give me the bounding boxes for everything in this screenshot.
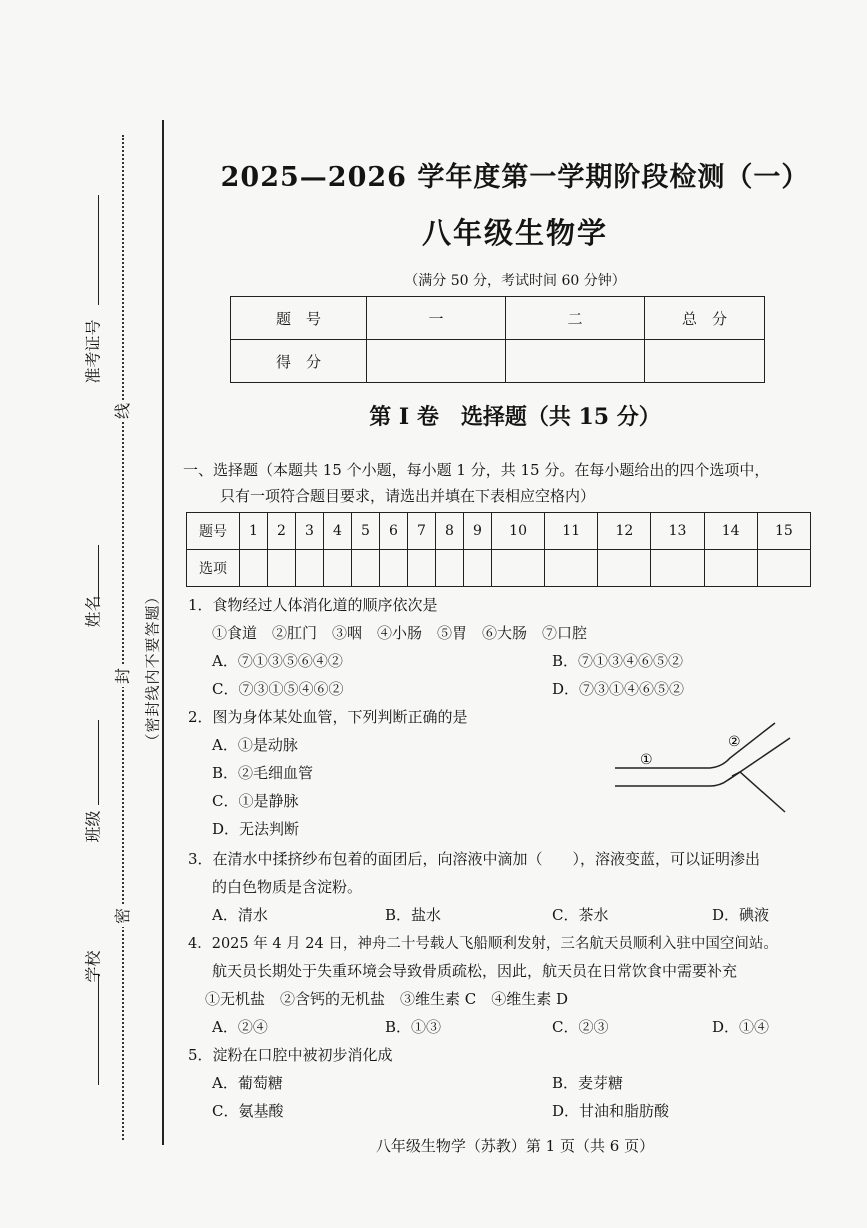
score-header-cell: 题 号	[231, 297, 367, 340]
part-title: 第 I 卷 选择题（共 15 分）	[369, 404, 661, 430]
answer-option-cell[interactable]	[240, 550, 268, 587]
question-2-option-d: D．无法判断	[212, 820, 300, 838]
answer-option-cell[interactable]	[651, 550, 704, 587]
question-3-stem-cont: 的白色物质是含淀粉。	[212, 878, 363, 896]
answer-option-cell[interactable]	[324, 550, 352, 587]
question-3-stem: 3．在清水中揉挤纱布包着的面团后，向溶液中滴加（ ），溶液变蓝，可以证明渗出	[188, 850, 761, 868]
figure-label-1: ①	[640, 752, 653, 768]
question-4-option-b: B．①③	[385, 1018, 442, 1036]
answer-number-cell: 15	[757, 513, 810, 550]
question-4-option-c: C．②③	[552, 1018, 609, 1036]
score-table	[230, 296, 765, 383]
question-4-option-d: D．①④	[712, 1018, 770, 1036]
question-5-stem: 5．淀粉在口腔中被初步消化成	[188, 1046, 393, 1064]
answer-option-cell[interactable]	[757, 550, 810, 587]
seal-note: （密封线内不要答题）	[143, 588, 162, 749]
score-header-cell: 二	[506, 297, 645, 340]
question-3-option-a: A．清水	[212, 906, 268, 924]
score-cell[interactable]	[506, 340, 645, 383]
question-3-option-b: B．盐水	[385, 906, 442, 924]
question-5-option-c: C．氨基酸	[212, 1102, 284, 1120]
name-label: 姓名	[83, 595, 103, 628]
score-header-row	[231, 297, 765, 340]
answer-number-cell: 9	[464, 513, 492, 550]
score-header-cell: 总 分	[645, 297, 765, 340]
score-header-cell: 一	[367, 297, 506, 340]
answer-number-cell: 1	[240, 513, 268, 550]
answer-number-cell: 2	[268, 513, 296, 550]
figure-label-2: ②	[728, 734, 741, 750]
instruction-line: 一、选择题（本题共 15 个小题，每小题 1 分，共 15 分。在每小题给出的四个选项中，	[183, 461, 770, 479]
score-row	[231, 340, 765, 383]
question-1-option-c: C．⑦③①⑤④⑥②	[212, 680, 344, 698]
vessel-upper-wall	[615, 723, 775, 768]
answer-number-cell: 8	[436, 513, 464, 550]
answer-number-cell: 11	[545, 513, 598, 550]
answer-number-cell: 13	[651, 513, 704, 550]
score-cell[interactable]	[645, 340, 765, 383]
answer-option-cell[interactable]	[408, 550, 436, 587]
answer-option-cell[interactable]	[296, 550, 324, 587]
answer-option-cell[interactable]	[352, 550, 380, 587]
answer-number-cell: 10	[492, 513, 545, 550]
question-5-option-b: B．麦芽糖	[552, 1074, 624, 1092]
answer-row-label: 题号	[187, 513, 240, 550]
seal-char-seal: 封	[112, 665, 134, 687]
answer-number-cell: 12	[598, 513, 651, 550]
question-4-option-a: A．②④	[212, 1018, 268, 1036]
student-id-label: 准考证号	[83, 319, 103, 384]
question-5-option-a: A．葡萄糖	[212, 1074, 283, 1092]
question-1-stem: 1．食物经过人体消化道的顺序依次是	[188, 596, 438, 614]
seal-char-dense: 密	[112, 905, 134, 927]
answer-option-cell[interactable]	[704, 550, 757, 587]
student-id-blank	[98, 195, 99, 305]
answer-option-cell[interactable]	[436, 550, 464, 587]
answer-option-cell[interactable]	[268, 550, 296, 587]
exam-subject: 八年级生物学	[421, 216, 608, 250]
answer-number-cell: 6	[380, 513, 408, 550]
answer-option-cell[interactable]	[545, 550, 598, 587]
score-cell[interactable]	[367, 340, 506, 383]
question-4-stem-cont: 航天员长期处于失重环境会导致骨质疏松，因此，航天员在日常饮食中需要补充	[212, 962, 738, 980]
question-5-option-d: D．甘油和脂肪酸	[552, 1102, 670, 1120]
answer-option-cell[interactable]	[598, 550, 651, 587]
seal-dotted-line	[122, 135, 124, 1140]
question-2-stem: 2．图为身体某处血管，下列判断正确的是	[188, 708, 468, 726]
question-3-option-d: D．碘液	[712, 906, 770, 924]
answer-option-row	[187, 550, 811, 587]
exam-note: （满分 50 分，考试时间 60 分钟）	[404, 273, 626, 289]
answer-row-label: 选项	[187, 550, 240, 587]
seal-char-line: 线	[112, 400, 134, 422]
question-1-option-a: A．⑦①③⑤⑥④②	[212, 652, 343, 670]
instruction-line: 只有一项符合题目要求，请选出并填在下表相应空格内）	[220, 487, 596, 505]
school-label: 学校	[83, 950, 103, 983]
question-1-option-d: D．⑦③①④⑥⑤②	[552, 680, 685, 698]
answer-number-cell: 5	[352, 513, 380, 550]
answer-number-cell: 14	[704, 513, 757, 550]
answer-option-cell[interactable]	[380, 550, 408, 587]
blood-vessel-figure	[610, 718, 795, 813]
answer-option-cell[interactable]	[492, 550, 545, 587]
answer-number-cell: 3	[296, 513, 324, 550]
answer-table	[186, 512, 811, 587]
question-3-option-c: C．茶水	[552, 906, 609, 924]
question-4-items: ①无机盐 ②含钙的无机盐 ③维生素 C ④维生素 D	[205, 990, 569, 1008]
answer-option-cell[interactable]	[464, 550, 492, 587]
question-1-items: ①食道 ②肛门 ③咽 ④小肠 ⑤胃 ⑥大肠 ⑦口腔	[212, 624, 588, 642]
page-footer: 八年级生物学（苏教）第 1 页（共 6 页）	[375, 1137, 655, 1155]
question-4-stem: 4．2025 年 4 月 24 日，神舟二十号载人飞船顺利发射，三名航天员顺利入驻中国空间站。	[188, 936, 778, 952]
answer-number-cell: 4	[324, 513, 352, 550]
answer-number-row	[187, 513, 811, 550]
question-2-option-a: A．①是动脉	[212, 736, 298, 754]
question-2-option-c: C．①是静脉	[212, 792, 299, 810]
score-row-label: 得 分	[231, 340, 367, 383]
exam-title: 2025—2026 学年度第一学期阶段检测（一）	[220, 162, 810, 193]
question-1-option-b: B．⑦①③④⑥⑤②	[552, 652, 684, 670]
class-label: 班级	[83, 810, 103, 843]
answer-number-cell: 7	[408, 513, 436, 550]
question-2-option-b: B．②毛细血管	[212, 764, 314, 782]
class-blank	[98, 720, 99, 805]
school-blank	[98, 975, 99, 1085]
vessel-lower-wall	[615, 772, 785, 812]
